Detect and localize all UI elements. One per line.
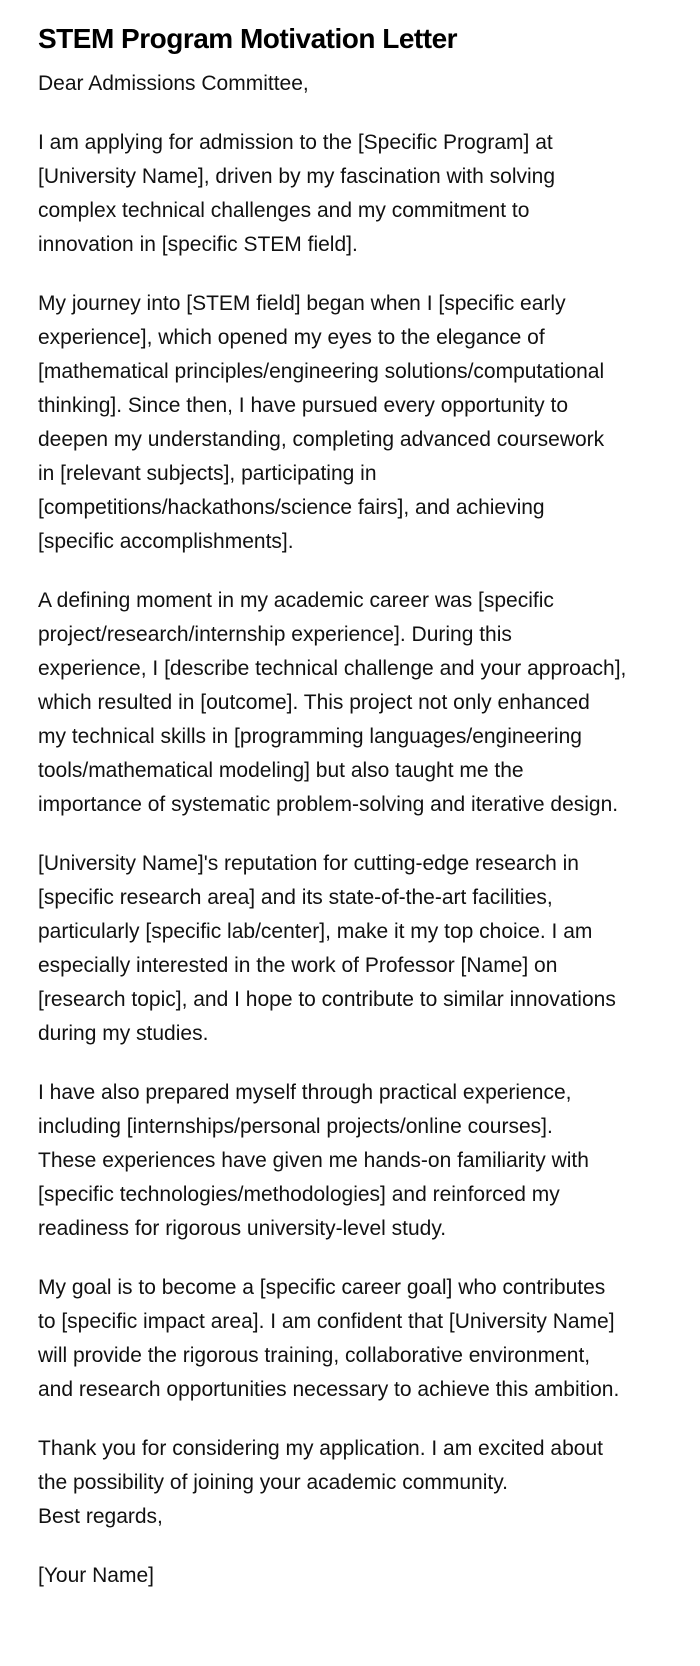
text-line: readiness for rigorous university-level study. xyxy=(38,1217,447,1240)
paragraph xyxy=(38,126,660,262)
text-line: which resulted in [outcome]. This project not only enhanced xyxy=(38,691,590,714)
paragraph xyxy=(38,847,660,1051)
document-title: STEM Program Motivation Letter xyxy=(38,23,458,54)
paragraph xyxy=(38,1076,660,1246)
text-line: experience], which opened my eyes to the elegance of xyxy=(38,326,545,349)
text-line: A defining moment in my academic career was [specific xyxy=(38,589,554,612)
letter-body xyxy=(38,126,660,1500)
paragraph xyxy=(38,1432,660,1500)
text-line: during my studies. xyxy=(38,1022,209,1045)
paragraph xyxy=(38,1271,660,1407)
text-line: [mathematical principles/engineering solutions/computational xyxy=(38,360,605,383)
text-line: to [specific impact area]. I am confident that [University Name] xyxy=(38,1310,615,1333)
text-line: These experiences have given me hands-on familiarity with xyxy=(38,1149,589,1172)
text-line: complex technical challenges and my commitment to xyxy=(38,199,530,222)
text-line: [specific technologies/methodologies] and reinforced my xyxy=(38,1183,560,1206)
text-line: I have also prepared myself through practical experience, xyxy=(38,1081,572,1104)
text-line: will provide the rigorous training, collaborative environment, xyxy=(38,1344,591,1367)
paragraph xyxy=(38,287,660,559)
text-line: [competitions/hackathons/science fairs], and achieving xyxy=(38,496,545,519)
text-line: project/research/internship experience]. During this xyxy=(38,623,512,646)
text-line: in [relevant subjects], participating in xyxy=(38,462,377,485)
text-line: importance of systematic problem-solving and iterative design. xyxy=(38,793,619,816)
closing: Best regards, xyxy=(38,1505,163,1528)
text-line: including [internships/personal projects/online courses]. xyxy=(38,1115,553,1138)
text-line: my technical skills in [programming languages/engineering xyxy=(38,725,582,748)
text-line: tools/mathematical modeling] but also taught me the xyxy=(38,759,524,782)
text-line: Thank you for considering my application. I am excited about xyxy=(38,1437,603,1460)
text-line: experience, I [describe technical challenge and your approach], xyxy=(38,657,627,680)
text-line: [University Name]'s reputation for cutting-edge research in xyxy=(38,852,579,875)
text-line: innovation in [specific STEM field]. xyxy=(38,233,358,256)
text-line: [University Name], driven by my fascination with solving xyxy=(38,165,556,188)
text-line: especially interested in the work of Professor [Name] on xyxy=(38,954,558,977)
text-line: My goal is to become a [specific career goal] who contributes xyxy=(38,1276,606,1299)
text-line: [specific accomplishments]. xyxy=(38,530,294,553)
signature: [Your Name] xyxy=(38,1564,154,1587)
text-line: [research topic], and I hope to contribute to similar innovations xyxy=(38,988,616,1011)
text-line: and research opportunities necessary to achieve this ambition. xyxy=(38,1378,620,1401)
text-line: the possibility of joining your academic community. xyxy=(38,1471,508,1494)
text-line: I am applying for admission to the [Specific Program] at xyxy=(38,131,553,154)
text-line: particularly [specific lab/center], make it my top choice. I am xyxy=(38,920,593,943)
text-line: My journey into [STEM field] began when I [specific early xyxy=(38,292,566,315)
salutation: Dear Admissions Committee, xyxy=(38,72,309,95)
text-line: deepen my understanding, completing advanced coursework xyxy=(38,428,605,451)
text-line: [specific research area] and its state-of-the-art facilities, xyxy=(38,886,553,909)
paragraph xyxy=(38,584,660,822)
text-line: thinking]. Since then, I have pursued every opportunity to xyxy=(38,394,568,417)
